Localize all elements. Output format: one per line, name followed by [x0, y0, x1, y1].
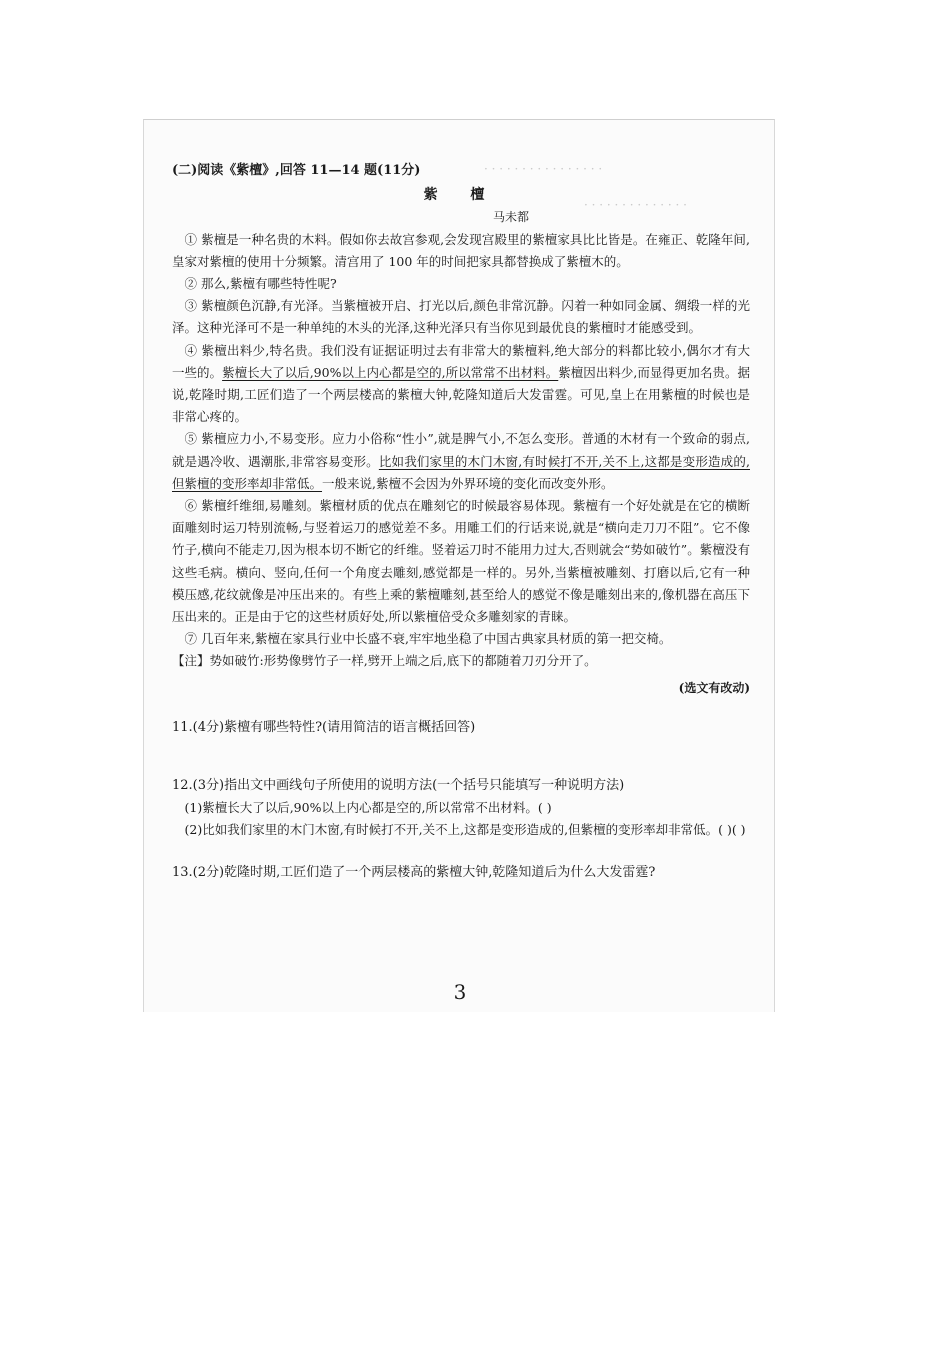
page-number: 3 [453, 980, 467, 1004]
paragraph-4 [172, 340, 750, 429]
paragraph-5 [172, 428, 750, 495]
reading-passage [172, 160, 750, 884]
paragraph-7: ⑦ 几百年来,紫檀在家具行业中长盛不衰,牢牢地坐稳了中国古典家具材质的第一把交椅。 [184, 631, 672, 647]
paragraph-2: ② 那么,紫檀有哪些特性呢? [184, 276, 337, 292]
annotation-note: 【注】势如破竹:形势像劈竹子一样,劈开上端之后,底下的都随着刀刃分开了。 [172, 653, 597, 669]
paragraph-4-part-a: ④ 紫檀出料少,特名贵。我们没有证据证明过去有非常大的紫檀料,绝大部分的料都比较小,偶尔才有大一些的。 [172, 342, 750, 380]
paragraph-4-part-c: 紫檀因出料少,而显得更加名贵。据说,乾隆时期,工匠们造了一个两层楼高的紫檀大钟,乾隆知道后大发雷霆。可见,皇上在用紫檀的时候也是非常心疼的。 [172, 364, 750, 425]
question-12-item-2: (2)比如我们家里的木门木窗,有时候打不开,关不上,这都是变形造成的,但紫檀的变形率却非常低。( )( ) [184, 822, 746, 838]
question-12-item-1: (1)紫檀长大了以后,90%以上内心都是空的,所以常常不出材料。( ) [184, 800, 552, 816]
paragraph-5-part-a: ⑤ 紫檀应力小,不易变形。应力小俗称“性小”,就是脾气小,不怎么变形。普通的木材有一个致命的弱点,就是遇冷收、遇潮胀,非常容易变形。 [172, 431, 750, 469]
underlined-sentence-1: 紫檀长大了以后,90%以上内心都是空的,所以常常不出材料。 [222, 364, 559, 380]
bleed-through-text: · · · · · · · · · · · · · · · · [484, 162, 603, 176]
article-author: 马未都 [492, 210, 529, 225]
paragraph-1: ① 紫檀是一种名贵的木料。假如你去故宫参观,会发现宫殿里的紫檀家具比比皆是。在雍正、乾隆年间,皇家对紫檀的使用十分频繁。清宫用了 100 年的时间把家具都替换成了紫檀木的。 [172, 231, 750, 269]
article-title: 紫 檀 [423, 187, 499, 204]
question-13: 13.(2分)乾隆时期,工匠们造了一个两层楼高的紫檀大钟,乾隆知道后为什么大发雷霆? [172, 864, 656, 880]
paragraph-3: ③ 紫檀颜色沉静,有光泽。当紫檀被开启、打光以后,颜色非常沉静。闪着一种如同金属、绸缎一样的光泽。这种光泽可不是一种单纯的木头的光泽,这种光泽只有当你见到最优良的紫檀时才能感受到。 [172, 298, 750, 336]
question-11: 11.(4分)紫檀有哪些特性?(请用简洁的语言概括回答) [172, 719, 476, 735]
scanned-page [143, 119, 775, 1012]
underlined-sentence-2: 比如我们家里的木门木窗,有时候打不开,关不上,这都是变形造成的,但紫檀的变形率却非常低。 [172, 453, 750, 491]
bleed-through-text: · · · · · · · · · · · · · · [584, 198, 687, 212]
paragraph-5-part-c: 一般来说,紫檀不会因为外界环境的变化而改变外形。 [322, 475, 614, 491]
section-title: (二)阅读《紫檀》,回答 11—14 题(11分) [172, 163, 421, 178]
question-12: 12.(3分)指出文中画线句子所使用的说明方法(一个括号只能填写一种说明方法) [172, 778, 625, 794]
source-note: (选文有改动) [678, 680, 750, 695]
paragraph-6: ⑥ 紫檀纤维细,易雕刻。紫檀材质的优点在雕刻它的时候最容易体现。紫檀有一个好处就是在它的横断面雕刻时运刀特别流畅,与竖着运刀的感觉差不多。用雕工们的行话来说,就是“横向走刀刀不阻”。它不像竹子,横向不能走刀,因为根本切不断它的纤维。竖着运刀时不能用力过大,否则就会“势如破竹”。紫檀没有这些毛病。横向、竖向,任何一个角度去雕刻,感觉都是一样的。另外,当紫檀被雕刻、打磨以后,它有一种模压感,花纹就像是冲压出来的。有些上乘的紫檀雕刻,甚至给人的感觉不像是雕刻出来的,像机器在高压下压出来的。正是由于它的这些材质好处,所以紫檀倍受众多雕刻家的青睐。 [172, 498, 750, 625]
